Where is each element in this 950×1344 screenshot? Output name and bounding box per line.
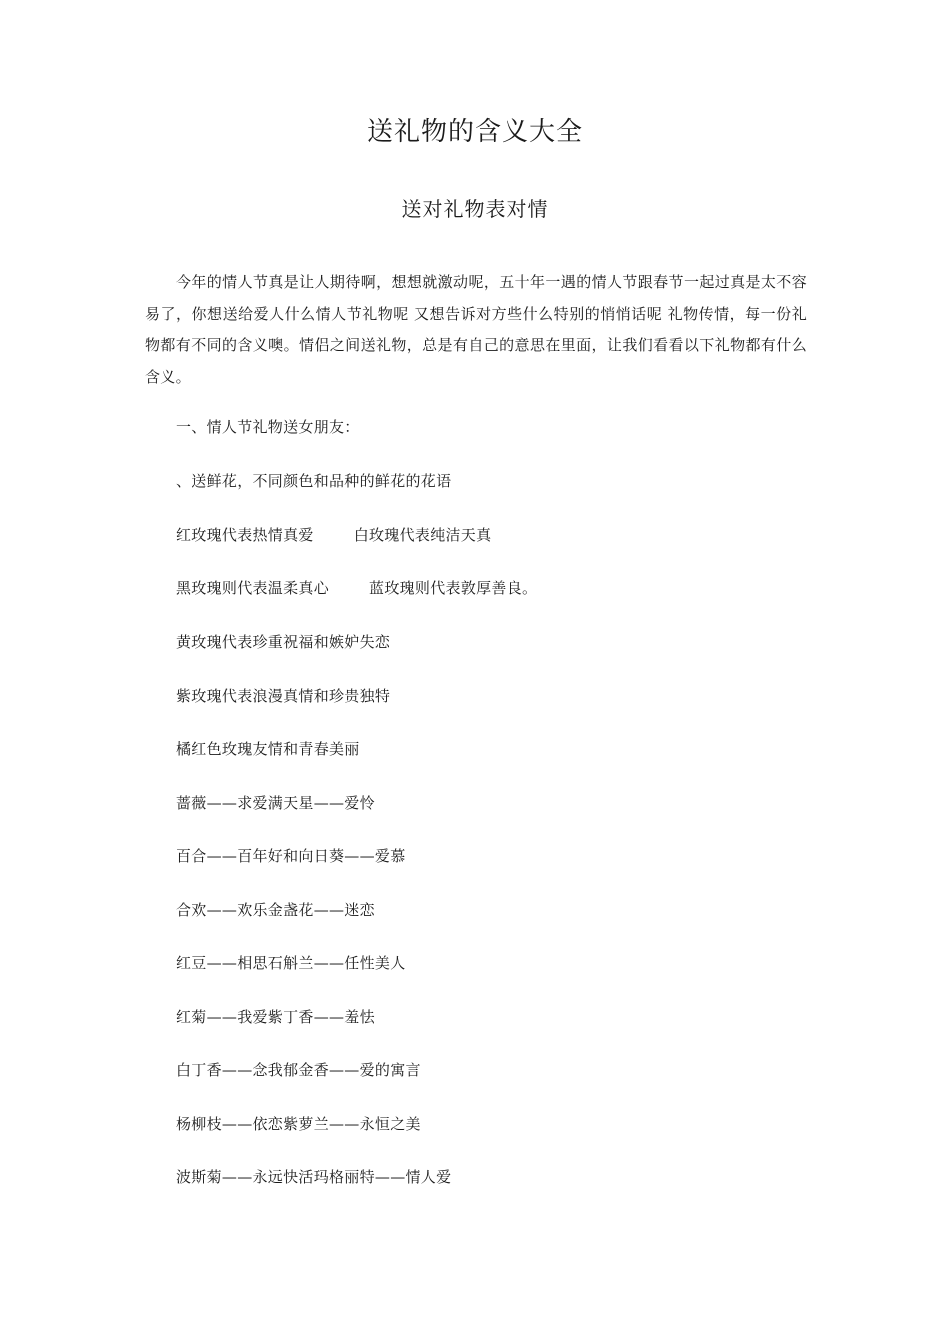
flower-meaning-line: 百合——百年好和向日葵——爱慕 <box>176 847 406 865</box>
flower-meaning-line: 红豆——相思石斛兰——任性美人 <box>176 954 406 972</box>
flower-pair-line <box>176 523 816 547</box>
flower-meaning-line: 白丁香——念我郁金香——爱的寓言 <box>176 1061 421 1079</box>
flower-meaning-line: 合欢——欢乐金盏花——迷恋 <box>176 901 375 919</box>
flower-meaning-line: 波斯菊——永远快活玛格丽特——情人爱 <box>176 1168 452 1186</box>
subsection-heading: 、送鲜花，不同颜色和品种的鲜花的花语 <box>176 472 452 490</box>
flower-pair-line <box>176 576 816 600</box>
flower-meaning-left: 红玫瑰代表热情真爱 <box>176 526 314 544</box>
document-subtitle: 送对礼物表对情 <box>401 197 549 221</box>
flower-meaning-line: 蔷薇——求爱满天星——爱怜 <box>176 794 375 812</box>
flower-meaning-line: 橘红色玫瑰友情和青春美丽 <box>176 740 360 758</box>
flower-meaning-right: 白玫瑰代表纯洁天真 <box>353 526 492 544</box>
document-title: 送礼物的含义大全 <box>366 117 583 147</box>
intro-paragraph: 今年的情人节真是让人期待啊，想想就激动呢，五十年一遇的情人节跟春节一起过真是太不容易了，你想送给爱人什么情人节礼物呢 又想告诉对方些什么特别的悄悄话呢 礼物传情，每一份礼物都有不同的含义噢。情侣之间送礼物，总是有自己的意思在里面，让我们看看以下礼物都有什么含义。 <box>145 273 807 386</box>
flower-meaning-line: 黄玫瑰代表珍重祝福和嫉妒失恋 <box>176 633 391 651</box>
flower-meaning-right: 蓝玫瑰则代表敦厚善良。 <box>369 579 538 597</box>
flower-meaning-line: 紫玫瑰代表浪漫真情和珍贵独特 <box>176 687 391 705</box>
flower-meaning-line: 红菊——我爱紫丁香——羞怯 <box>176 1008 375 1026</box>
flower-meaning-line: 杨柳枝——依恋紫萝兰——永恒之美 <box>176 1115 421 1133</box>
section-heading: 一、情人节礼物送女朋友： <box>176 418 360 436</box>
flower-meaning-left: 黑玫瑰则代表温柔真心 <box>176 579 330 597</box>
